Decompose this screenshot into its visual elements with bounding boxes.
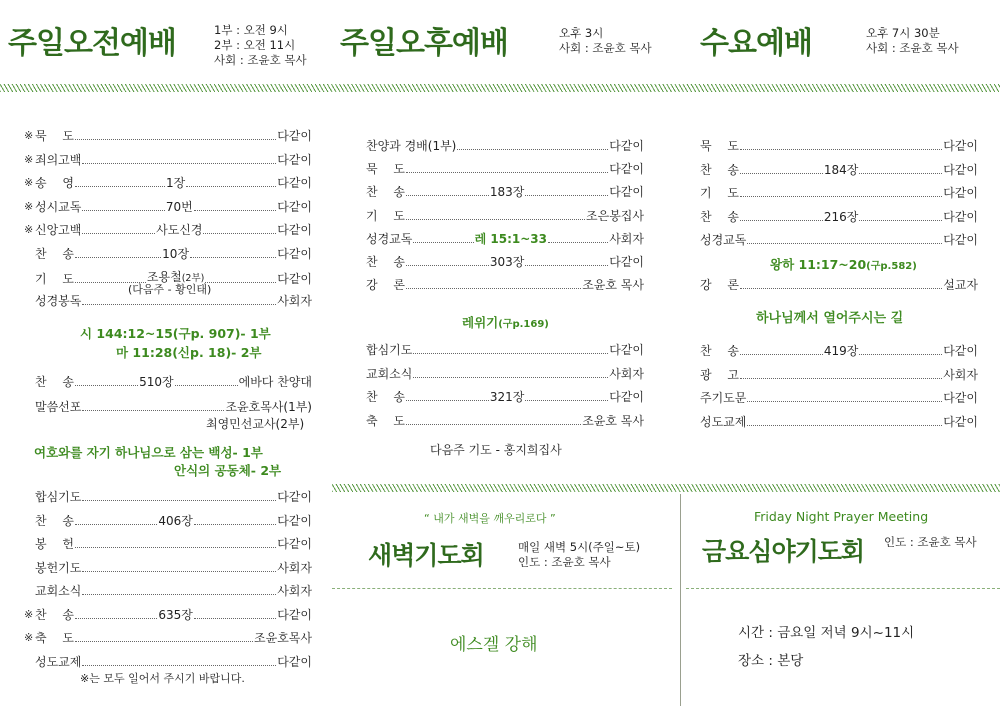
wednesday-info-line: 사회 : 조윤호 목사 [866, 41, 959, 55]
dot-leader [859, 354, 942, 355]
order-row [24, 222, 312, 238]
order-row [366, 208, 644, 224]
order-row [366, 231, 644, 247]
order-person: 다같이 [943, 186, 978, 200]
order-label: 찬 송 [35, 246, 74, 261]
order-detail-text: 조용철 [146, 270, 182, 284]
order-label: 기 도 [700, 186, 739, 200]
order-label: 신앙고백 [35, 223, 82, 237]
order-row [700, 162, 978, 178]
order-detail [824, 209, 859, 225]
dawn-prayer-info [518, 540, 640, 570]
order-label: 봉 헌 [35, 537, 74, 551]
afternoon-topic-page: (구p.169) [498, 319, 549, 330]
wednesday-sermon: 하나님께서 열어주시는 길 [756, 311, 904, 326]
dot-leader [740, 378, 942, 379]
dot-leader [406, 219, 585, 220]
order-person: 사회자 [943, 367, 978, 382]
dot-leader [740, 149, 942, 150]
order-label: 강 론 [700, 278, 739, 292]
order-label: 기 도 [366, 208, 405, 223]
order-row [700, 390, 978, 406]
dot-leader [740, 220, 823, 221]
dot-leader [413, 242, 473, 243]
order-label: 성경교독 [700, 233, 747, 247]
order-detail-text: 321장 [489, 390, 525, 404]
order-detail [156, 222, 202, 238]
dot-leader [740, 288, 942, 289]
standing-mark: ※ [24, 152, 34, 166]
order-person: 다같이 [277, 490, 312, 504]
afternoon-topic-title: 레위기 [462, 315, 499, 330]
bottom-divider [332, 484, 1000, 492]
order-person: 조윤호 목사 [582, 413, 644, 428]
dot-leader [194, 210, 276, 211]
order-person: 다같이 [277, 537, 312, 551]
header-divider [0, 84, 1000, 92]
order-label: 찬 송 [366, 255, 405, 269]
order-person: 다같이 [277, 176, 313, 190]
order-row [24, 654, 312, 670]
order-row [24, 128, 312, 144]
wednesday-service-title: 수요예배 [700, 26, 812, 61]
order-detail [490, 184, 525, 200]
order-person: 사회자 [277, 584, 312, 598]
order-row [700, 138, 978, 154]
order-detail [158, 607, 193, 623]
order-person: 다같이 [277, 199, 312, 214]
dot-leader [82, 163, 276, 164]
dot-leader [75, 385, 138, 386]
order-person: 다같이 [277, 654, 312, 669]
dawn-info-line: 인도 : 조윤호 목사 [518, 555, 611, 569]
order-label: 봉헌기도 [35, 560, 82, 575]
dot-leader [859, 220, 942, 221]
dawn-dashed-line [332, 588, 672, 589]
order-detail-text: 10장 [162, 246, 190, 261]
morning-info-line: 사회 : 조윤호 목사 [214, 53, 307, 67]
dot-leader [406, 172, 608, 173]
dot-leader [406, 424, 581, 425]
order-label: 묵 도 [366, 162, 405, 177]
friday-leader: 인도 : 조윤호 목사 [884, 535, 977, 549]
order-detail-text: 70번 [165, 199, 193, 214]
wednesday-info-line: 오후 7시 30분 [866, 26, 940, 40]
order-person: 다같이 [277, 129, 312, 143]
dot-leader [186, 186, 276, 187]
dot-leader [406, 288, 581, 289]
dot-leader [747, 243, 942, 244]
order-person: 다같이 [277, 246, 312, 261]
order-label: 교회소식 [35, 584, 82, 598]
order-label: 찬 송 [366, 390, 405, 404]
order-person: 다같이 [943, 233, 978, 247]
morning-service-title: 주일오전예배 [8, 26, 176, 61]
order-row [366, 184, 644, 200]
order-person: 다같이 [943, 391, 978, 405]
order-row [24, 175, 312, 191]
friday-dashed-line [686, 588, 1000, 589]
dot-leader [82, 233, 155, 234]
order-label: 묵 도 [35, 129, 74, 143]
dot-leader [406, 265, 489, 266]
order-detail-text: 사도신경 [156, 223, 203, 237]
order-label: 강 론 [366, 278, 405, 293]
order-person: 다같이 [277, 223, 312, 237]
order-row [24, 607, 312, 623]
dot-leader [747, 425, 942, 426]
order-detail-text: 419장 [823, 344, 859, 358]
order-person: 다같이 [277, 607, 312, 622]
order-row [366, 413, 644, 429]
order-person: 다같이 [609, 343, 644, 357]
order-row [24, 152, 312, 168]
dot-leader [75, 139, 276, 140]
wednesday-scripture-ref: 왕하 11:17~20 [770, 257, 867, 272]
order-person: 다같이 [609, 162, 644, 177]
order-detail [490, 254, 525, 270]
wednesday-scripture-page: (구p.582) [866, 261, 917, 272]
order-label: 성도교제 [35, 654, 82, 669]
dot-leader [190, 257, 276, 258]
dot-leader [740, 173, 823, 174]
order-row [366, 138, 644, 154]
order-person: 다같이 [277, 272, 313, 286]
order-row [700, 277, 978, 293]
order-detail [158, 513, 193, 529]
order-detail [166, 175, 185, 191]
dot-leader [859, 173, 942, 174]
dot-leader [194, 524, 276, 525]
friday-prayer-title: 금요심야기도회 [702, 537, 865, 566]
order-person: 다같이 [943, 414, 978, 429]
order-label: 성경교독 [366, 231, 413, 246]
order-person: 설교자 [943, 278, 978, 292]
order-label: 말씀선포 [35, 400, 82, 414]
dot-leader [75, 641, 253, 642]
dot-leader [82, 304, 276, 305]
order-label: 합심기도 [366, 343, 413, 357]
order-label: 기 도 [35, 272, 74, 286]
order-person: 다같이 [609, 185, 644, 200]
order-detail-text: 635장 [158, 607, 193, 622]
order-person: 조은봉집사 [586, 208, 644, 223]
standing-mark: ※ [24, 199, 34, 213]
order-person: 사회자 [609, 366, 644, 381]
morning-prayer-next: (다음주 - 황인태) [128, 283, 212, 296]
dot-leader [75, 524, 157, 525]
order-row [24, 560, 312, 576]
dot-leader [740, 196, 942, 197]
dot-leader [203, 233, 276, 234]
order-row [700, 232, 978, 248]
standing-mark: ※ [24, 631, 34, 644]
dot-leader [82, 571, 276, 572]
bottom-vertical-divider [680, 494, 681, 706]
order-person: 다같이 [277, 513, 312, 528]
order-label: 성시교독 [35, 199, 82, 214]
order-label: 송 영 [35, 176, 74, 190]
order-detail-text: 510장 [139, 375, 174, 389]
dot-leader [548, 242, 608, 243]
order-person: 다같이 [609, 255, 644, 269]
order-row [24, 513, 312, 529]
dawn-info-line: 매일 새벽 5시(주일~토) [518, 540, 641, 554]
order-detail [824, 162, 859, 178]
wednesday-scripture [770, 256, 917, 275]
order-row [700, 414, 978, 430]
afternoon-service-info [559, 26, 652, 56]
afternoon-info-line: 오후 3시 [559, 26, 604, 40]
order-row [366, 277, 644, 293]
order-label: 찬 송 [35, 375, 74, 389]
order-label: 찬 송 [700, 209, 739, 224]
dot-leader [413, 353, 608, 354]
order-row [24, 630, 312, 646]
order-person: 다같이 [943, 209, 978, 224]
wednesday-service-info [866, 26, 959, 56]
afternoon-service-title: 주일오후예배 [340, 26, 508, 61]
morning-info-line: 2부 : 오전 11시 [214, 38, 296, 52]
standing-mark: ※ [24, 129, 34, 142]
order-row [24, 246, 312, 262]
standing-mark: ※ [24, 176, 34, 189]
order-person: 다같이 [943, 139, 978, 153]
order-person: 다같이 [277, 152, 312, 167]
order-person: 다같이 [943, 162, 978, 177]
order-label: 광 고 [700, 367, 739, 382]
order-detail [490, 389, 525, 405]
order-person: 조윤호목사(1부) [225, 400, 312, 414]
order-row [366, 254, 644, 270]
order-person: 다같이 [609, 390, 644, 404]
order-person: 조윤호 목사 [582, 278, 644, 293]
dot-leader [82, 210, 164, 211]
afternoon-next-prayer: 다음주 기도 - 홍지희집사 [430, 443, 562, 457]
order-label: 죄의고백 [35, 152, 82, 167]
dot-leader [82, 665, 276, 666]
order-detail-note: (2부) [181, 273, 205, 284]
order-row [24, 399, 312, 415]
dot-leader [75, 547, 276, 548]
dot-leader [525, 265, 608, 266]
dot-leader [175, 385, 238, 386]
order-label: 찬 송 [366, 185, 405, 200]
friday-subtitle: Friday Night Prayer Meeting [754, 509, 929, 524]
morning-scripture-1: 시 144:12~15(구p. 907)- 1부 [80, 326, 271, 341]
dot-leader [82, 594, 276, 595]
order-detail-text: 184장 [823, 162, 859, 177]
dawn-topic: 에스겔 강해 [450, 635, 538, 655]
order-detail-text: 406장 [158, 513, 193, 528]
morning-scripture-2: 마 11:28(신p. 18)- 2부 [116, 345, 262, 360]
dot-leader [406, 400, 489, 401]
order-label: 교회소식 [366, 366, 413, 381]
order-person: 에바다 찬양대 [238, 375, 312, 389]
dot-leader [75, 186, 165, 187]
dot-leader [413, 377, 608, 378]
friday-time: 시간 : 금요일 저녁 9시~11시 [738, 625, 915, 641]
dawn-prayer-title: 새벽기도회 [368, 541, 484, 570]
order-row [366, 161, 644, 177]
dot-leader [205, 282, 276, 283]
order-row [366, 342, 644, 358]
afternoon-topic [462, 314, 549, 333]
friday-place: 장소 : 본당 [738, 653, 804, 669]
standing-mark: ※ [24, 607, 34, 621]
order-detail [139, 374, 174, 390]
order-label: 찬 송 [35, 513, 74, 528]
morning-service-info [214, 23, 307, 68]
dot-leader [82, 500, 276, 501]
morning-sermon-1: 여호와를 자기 하나님으로 삼는 백성- 1부 [34, 445, 263, 460]
order-label: 찬양과 경배(1부) [366, 139, 457, 153]
dot-leader [75, 618, 157, 619]
order-detail-text: 183장 [489, 185, 525, 200]
dot-leader [82, 410, 224, 411]
order-label: 묵 도 [700, 139, 739, 153]
order-detail [166, 199, 193, 215]
order-label: 축 도 [366, 413, 405, 428]
order-row [24, 489, 312, 505]
dawn-quote: “ 내가 새벽을 깨우리로다 ” [424, 512, 556, 525]
order-detail [824, 343, 859, 359]
order-label: 성경봉독 [35, 293, 82, 308]
order-row [24, 536, 312, 552]
dot-leader [525, 400, 608, 401]
order-row [366, 389, 644, 405]
morning-preacher-2: 최영민선교사(2부) [206, 417, 305, 431]
order-label: 주기도문 [700, 391, 747, 405]
morning-sermon-2: 안식의 공동체- 2부 [174, 463, 282, 478]
order-detail-text: 216장 [823, 209, 859, 224]
order-person: 사회자 [609, 231, 644, 246]
dot-leader [525, 195, 608, 196]
dot-leader [194, 618, 276, 619]
afternoon-info-line: 사회 : 조윤호 목사 [559, 41, 652, 55]
dot-leader [747, 401, 942, 402]
order-detail-text: 303장 [489, 255, 525, 269]
order-label: 찬 송 [700, 162, 739, 177]
order-person: 다같이 [609, 139, 644, 153]
dot-leader [457, 149, 608, 150]
dot-leader [406, 195, 489, 196]
order-person: 사회자 [277, 560, 312, 575]
order-detail [475, 231, 547, 247]
order-row [366, 366, 644, 382]
order-row [24, 199, 312, 215]
order-detail-text: 1장 [166, 176, 186, 190]
order-label: 합심기도 [35, 490, 82, 504]
order-person: 사회자 [277, 293, 312, 308]
dot-leader [740, 354, 823, 355]
order-label: 찬 송 [700, 344, 739, 358]
order-label: 축 도 [35, 631, 74, 645]
order-row [24, 374, 312, 390]
order-row [700, 185, 978, 201]
standing-footnote: ※는 모두 일어서 주시기 바랍니다. [80, 672, 245, 685]
order-person: 다같이 [943, 344, 978, 358]
standing-mark: ※ [24, 223, 34, 236]
order-row [24, 583, 312, 599]
order-detail [162, 246, 189, 262]
order-row [700, 209, 978, 225]
morning-info-line: 1부 : 오전 9시 [214, 23, 288, 37]
order-label: 찬 송 [35, 607, 74, 622]
dot-leader [75, 257, 161, 258]
order-label: 성도교제 [700, 414, 747, 429]
order-row [700, 367, 978, 383]
order-person: 조윤호목사 [254, 631, 312, 645]
order-row [700, 343, 978, 359]
order-detail-text: 레 15:1~33 [474, 231, 547, 246]
